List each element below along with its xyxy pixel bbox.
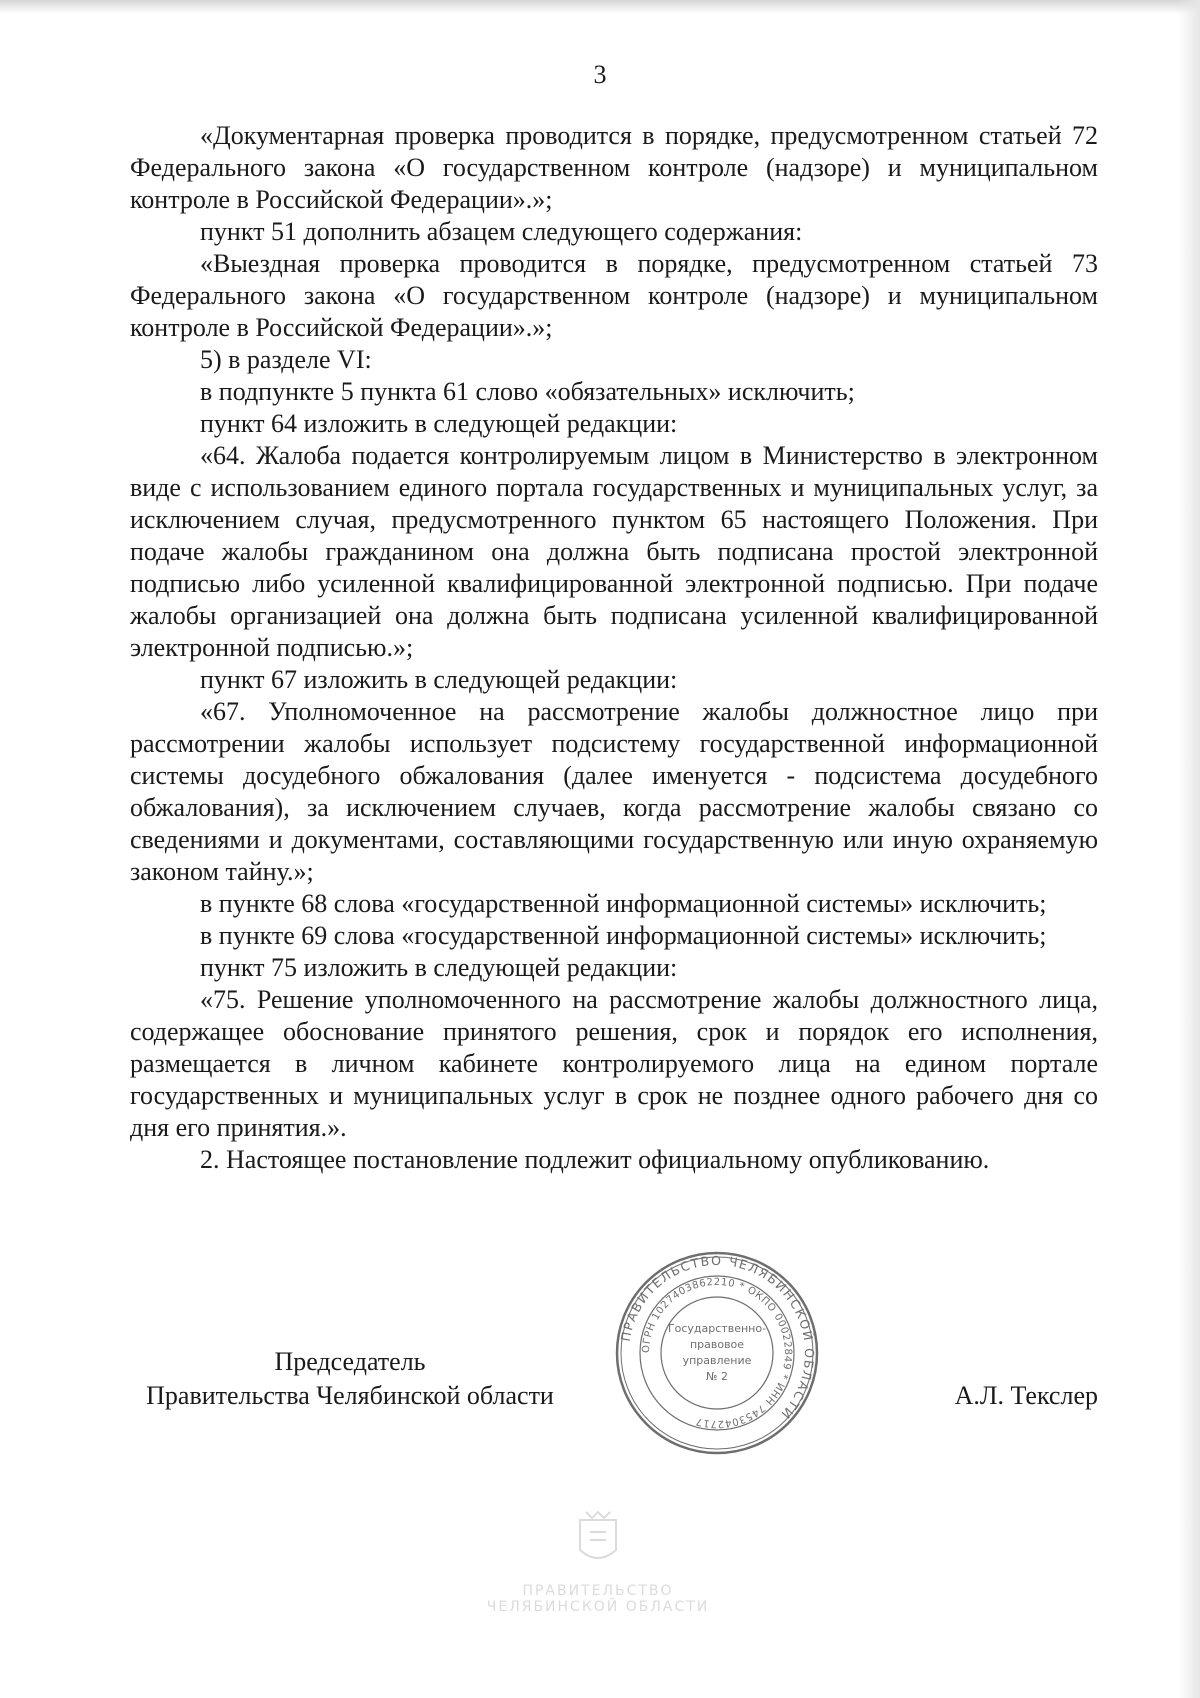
paragraph: «67. Уполномоченное на рассмотрение жалобы должностное лицо при рассмотрении жалобы использует подсистему государственной информационной системы досудебного обжалования (далее именуется - подсистема досудебного обжалования), за исключением случаев, когда рассмотрение жалобы связано со сведениями и документами, составляющими государственную или иную охраняемую законом тайну.»;	[130, 697, 1098, 886]
stamp-center-line: Государственно-	[667, 1322, 767, 1335]
emblem-line: ПРАВИТЕЛЬСТВО	[522, 1583, 674, 1599]
paragraph: пункт 51 дополнить абзацем следующего содержания:	[200, 217, 803, 246]
paragraph: пункт 75 изложить в следующей редакции:	[200, 953, 678, 982]
scan-edge-right	[1178, 0, 1200, 1698]
paragraph: пункт 67 изложить в следующей редакции:	[200, 665, 678, 694]
document-body	[130, 120, 1098, 1176]
scan-edge-top	[0, 0, 1200, 14]
paragraph: «Документарная проверка проводится в порядке, предусмотренном статьей 72 Федерального закона «О государственном контроле (надзоре) и муниципальном контроле в Российской Федерации».»;	[130, 121, 1098, 214]
stamp-outer-text: ПРАВИТЕЛЬСТВО ЧЕЛЯБИНСКОЙ ОБЛАСТИ	[617, 1252, 818, 1423]
paragraph: 2. Настоящее постановление подлежит официальному опубликованию.	[200, 1145, 990, 1174]
page-number: 3	[593, 60, 607, 89]
stamp-center-line: управление	[682, 1354, 752, 1367]
signatory-title-line1: Председатель	[274, 1347, 426, 1376]
paragraph: в пункте 68 слова «государственной информационной системы» исключить;	[200, 889, 1047, 918]
stamp-ring-text: ОГРН 1027403862210 * ОКПО 00022849 * ИНН 7453042717	[640, 1276, 794, 1430]
stamp-center-line: правовое	[689, 1338, 745, 1351]
signatory-title	[130, 1345, 570, 1413]
paragraph: «75. Решение уполномоченного на рассмотрение жалобы должностного лица, содержащее обоснование принятого решения, срок и порядок его исполнения, размещается в личном кабинете контролируемого лица на едином портале государственных и муниципальных услуг в срок не позднее одного рабочего дня со дня его принятия.».	[130, 985, 1098, 1142]
paragraph: в подпункте 5 пункта 61 слово «обязательных» исключить;	[200, 377, 855, 406]
paragraph: «64. Жалоба подается контролируемым лицом в Министерство в электронном виде с использованием единого портала государственных и муниципальных услуг, за исключением случая, предусмотренного пунктом 65 настоящего Положения. При подаче жалобы гражданином она должна быть подписана простой электронной подписью либо усиленной квалифицированной электронной подписью. При подаче жалобы организацией она должна быть подписана усиленной квалифицированной электронной подписью.»;	[130, 441, 1098, 662]
signatory-title-line2: Правительства Челябинской области	[146, 1381, 554, 1410]
watermark-emblem	[478, 1508, 718, 1628]
emblem-line: ЧЕЛЯБИНСКОЙ ОБЛАСТИ	[486, 1599, 710, 1615]
official-stamp-icon	[612, 1248, 822, 1458]
paragraph: в пункте 69 слова «государственной информационной системы» исключить;	[200, 921, 1047, 950]
signatory-name: А.Л. Текслер	[954, 1381, 1098, 1410]
stamp-center-line: № 2	[706, 1370, 728, 1383]
paragraph: пункт 64 изложить в следующей редакции:	[200, 409, 678, 438]
coat-of-arms-icon	[478, 1508, 718, 1578]
paragraph: 5) в разделе VI:	[200, 345, 372, 374]
paragraph: «Выездная проверка проводится в порядке, предусмотренном статьей 73 Федерального закона «О государственном контроле (надзоре) и муниципальном контроле в Российской Федерации».»;	[130, 249, 1098, 342]
